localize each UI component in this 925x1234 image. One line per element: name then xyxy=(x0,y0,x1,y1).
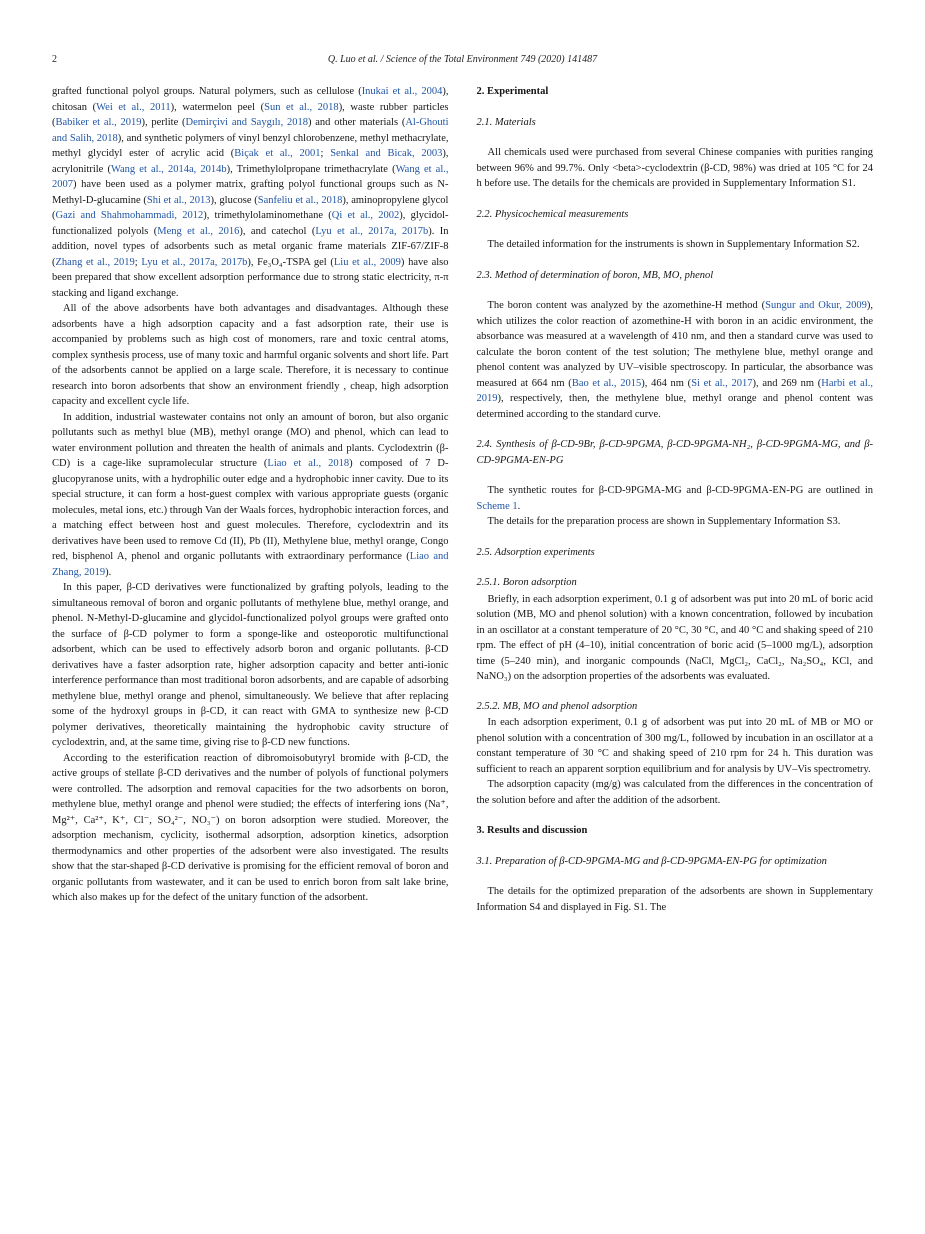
paragraph: The adsorption capacity (mg/g) was calculated from the differences in the concentration of the solution before and after the addition of the adsorbent. xyxy=(476,779,873,806)
citation-link[interactable]: Sungur and Okur, 2009 xyxy=(765,300,867,311)
citation-link[interactable]: Inukai et al., 2004 xyxy=(361,86,443,97)
citation-link[interactable]: Gazi and Shahmohammadi, 2012 xyxy=(55,210,204,221)
citation-link[interactable]: Liao and Zhang, 2019 xyxy=(52,551,449,578)
subsection-heading: 2.3. Method of determination of boron, MB, MO, phenol xyxy=(476,269,714,281)
citation-link[interactable]: Si et al., 2017 xyxy=(691,377,753,389)
running-head xyxy=(52,54,873,68)
citation-link[interactable]: Senkal and Bicak, 2003 xyxy=(330,148,443,159)
citation-link[interactable]: Shi et al., 2013 xyxy=(146,194,211,206)
citation-link[interactable]: Zhang et al., 2019 xyxy=(55,256,135,268)
citation-link[interactable]: Sanfeliu et al., 2018 xyxy=(257,194,343,206)
paragraph: grafted functional polyol groups. Natural polymers, such as cellulose (Inukai et al., 2004), chitosan (Wei et al., 2011), watermelon peel (Sun et al., 2018), waste rubber particles (Babiker et al., 2019), perlite (Demirçivi and Saygılı, 2018) and other materials (Al-Ghouti and Salih, 2018), and synthetic polymers of vinyl benzyl chlorobenzene, methyl methacrylate, methyl glycidyl ester of acrylic acid (Biçak et al., 2001; Senkal and Bicak, 2003), acrylonitrile (Wang et al., 2014a, 2014b), Trimethylolpropane trimethacrylate (Wang et al., 2007) have been used as a polymer matrix, grafting polyol functional groups such as N-Methyl-D-glucamine (Shi et al., 2013), glucose (Sanfeliu et al., 2018), aminopropylene glycol (Gazi and Shahmohammadi, 2012), trimethylolaminomethane (Qi et al., 2002), glycidol-functionalized polyols (Meng et al., 2016), and catechol (Lyu et al., 2017a, 2017b). In addition, novel types of adsorbents such as metal organic frame materials ZIF-67/ZIF-8 (Zhang et al., 2019; Lyu et al., 2017a, 2017b), Fe₃O₄-TSPA gel (Liu et al., 2009) have also been prepared that show excellent adsorption performance due to strong static electricity, π-π stacking and ligand exchange. xyxy=(52,86,449,299)
citation-link[interactable]: Lyu et al., 2017a, 2017b xyxy=(315,225,429,237)
paragraph: All of the above adsorbents have both advantages and disadvantages. Although these adsorbents have a high adsorption capacity and a fast adsorption rate, their use is accompanied by problems such as high cost of monomers, rare and toxic central atoms, complex synthesis process, use of many toxic and harmful organic solvents and short life. Part of the adsorbents cannot be applied on a large scale. Therefore, it is necessary to continue research into boron adsorbents that show an environment friendly , cheap, high adsorption capacity and excellent cycle life. xyxy=(52,303,449,407)
citation-link[interactable]: Meng et al., 2016 xyxy=(157,225,240,237)
paragraph: The detailed information for the instruments is shown in Supplementary Information S2. xyxy=(487,239,860,250)
scheme-link[interactable]: Scheme 1 xyxy=(476,500,518,512)
section-heading: 2. Experimental xyxy=(476,86,549,97)
citation-link[interactable]: Liao et al., 2018 xyxy=(267,458,350,469)
citation-link[interactable]: Wang et al., 2007 xyxy=(52,163,449,190)
paragraph: In each adsorption experiment, 0.1 g of adsorbent was put into 20 mL of MB or MO or phenol solution with a concentration of 300 mg/L, followed by incubation in an oscillator at a constant temperature of 30 °C and shaking speed of 210 rpm for 24 h. This duration was sufficient to reach an apparent sorption equilibrium and for analysis by UV–Vis spectrometry. xyxy=(476,717,873,775)
paragraph: According to the esterification reaction of dibromoisobutyryl bromide with β-CD, the active groups of stellate β-CD derivatives and the number of polyols of functional polymers were controlled. The adsorption and removal capacities for the two adsorbents on boron, methylene blue, methyl orange and phenol were studied; the effects of interfering ions (Na⁺, Mg²⁺, Ca²⁺, K⁺, Cl⁻, SO₄²⁻, NO₃⁻) on boron adsorption were studied. Moreover, the adsorption mechanism, cyclicity, isothermal adsorption, adsorption kinetics, adsorption thermodynamics and other properties of the adsorbent were also investigated. The results show that the star-shaped β-CD derivative is promising for the efficient removal of boron and organic pollutants from wastewater, and it can be used to enrich boron from salt lake brine, which also makes up for the defect of the unitary function of the adsorbent. xyxy=(52,752,449,903)
citation-link[interactable]: Babiker et al., 2019 xyxy=(55,117,142,128)
paragraph: Briefly, in each adsorption experiment, 0.1 g of adsorbent was put into 20 mL of boric acid solution (MB, MO and phenol solution) with a known concentration, followed by incubation in an oscillator at a constant temperature of 20 °C, 30 °C, and 40 °C and shaking speed of 210 rpm. The effect of pH (4–10), initial concentration of boric acid (5–1000 mg/L), adsorption time (5–240 min), and inorganic compounds (NaCl, MgCl₂, CaCl₂, Na₂SO₄, KCl, and NaNO₃) on the adsorption properties of the adsorbents was evaluated. xyxy=(476,593,873,682)
paragraph: All chemicals used were purchased from several Chinese companies with purities ranging between 96% and 99.7%. Only <beta>-cyclodextrin (β-CD, 98%) was dried at 105 °C for 24 h before use. The details for the chemicals are provided in Supplementary Information S1. xyxy=(476,147,873,189)
subsubsection-heading: 2.5.1. Boron adsorption xyxy=(476,577,577,588)
subsubsection-heading: 2.5.2. MB, MO and phenol adsorption xyxy=(476,700,638,712)
citation-link[interactable]: Bao et al., 2015 xyxy=(571,377,642,389)
paragraph: The details for the preparation process are shown in Supplementary Information S3. xyxy=(487,516,841,527)
citation-link[interactable]: Demirçivi and Saygılı, 2018 xyxy=(185,117,308,128)
subsection-heading: 2.4. Synthesis of β-CD-9Br, β-CD-9PGMA, β-CD-9PGMA-NH₂, β-CD-9PGMA-MG, and β-CD-9PGMA-EN-PG xyxy=(476,439,873,466)
paragraph: The boron content was analyzed by the azomethine-H method (Sungur and Okur, 2009), which utilizes the color reaction of azomethine-H with boron in an acidic environment, the absorbance was measured at a wavelength of 410 nm, and then a standard curve was used to calculate the boron content of the test solution; The methylene blue, methyl orange and phenol content was analyzed by UV–visible spectroscopy. In particular, the absorbance was measured at 664 nm (Bao et al., 2015), 464 nm (Si et al., 2017), and 269 nm (Harbi et al., 2019), respectively, then, the methylene blue, methyl orange and phenol content was determined according to the standard curve. xyxy=(476,300,873,420)
two-column-body xyxy=(52,84,873,915)
citation-link[interactable]: Lyu et al., 2017a, 2017b xyxy=(141,256,248,268)
right-column xyxy=(477,84,874,915)
citation-link[interactable]: Wang et al., 2014a, 2014b xyxy=(110,163,227,175)
subsection-heading: 3.1. Preparation of β-CD-9PGMA-MG and β-CD-9PGMA-EN-PG for optimization xyxy=(476,855,827,867)
citation-link[interactable]: Sun et al., 2018 xyxy=(264,101,339,113)
page-number: 2 xyxy=(52,54,57,65)
paragraph: The synthetic routes for β-CD-9PGMA-MG and β-CD-9PGMA-EN-PG are outlined in Scheme 1. xyxy=(476,485,873,512)
citation-link[interactable]: Qi et al., 2002 xyxy=(331,210,400,221)
citation-link[interactable]: Harbi et al., 2019 xyxy=(476,377,873,404)
citation-link[interactable]: Biçak et al., 2001 xyxy=(234,148,321,159)
paragraph: In addition, industrial wastewater contains not only an amount of boron, but also organic pollutants such as methyl blue (MB), methyl orange (MO) and phenol, which can lead to water environment pollution and threaten the health of animals and plants. Cyclodextrin (β-CD) is a cage-like supramolecular structure (Liao et al., 2018) composed of 7 D-glucopyranose units, with a hydrophilic outer edge and a hydrophobic inner cavity. Due to its special structure, it can form a host-guest complex with various appropriate guests (organic molecules, metal ions, etc.) through Van der Waals forces, hydrophobic interaction forces, and a matching effect between host and guest molecules. Therefore, cyclodextrin and its derivatives have been used to remove Cd (II), Pb (II), Methylene blue, methyl orange, Congo red, bisphenol A, phenol and organic pollutants with extraordinary performance (Liao and Zhang, 2019). xyxy=(52,411,449,578)
running-title: Q. Luo et al. / Science of the Total Environment 749 (2020) 141487 xyxy=(327,54,598,65)
subsection-heading: 2.5. Adsorption experiments xyxy=(476,546,595,558)
section-heading: 3. Results and discussion xyxy=(476,825,588,836)
left-column xyxy=(52,84,449,915)
citation-link[interactable]: Al-Ghouti and Salih, 2018 xyxy=(52,117,449,144)
subsection-heading: 2.1. Materials xyxy=(476,116,536,128)
paragraph: In this paper, β-CD derivatives were functionalized by grafting polyols, leading to the simultaneous removal of boron and organic pollutants of methylene blue, methyl orange, and phenol. N-Methyl-D-glucamine and glycidol-functionalized polyol groups were grafted onto the surface of β-CD polymer to form a sponge-like and osteoporotic multifunctional adsorbent, which can be used to effectively adsorb boron and organic pollutants. β-CD derivatives have a faster adsorption rate, higher adsorption capacity and better anti-ionic interference performance than most traditional boron adsorbents, and are capable of adsorbing methylene blue, methyl orange and phenol, simultaneously. We believe that after replacing some of the hydroxyl groups in β-CD, it can react with GMA to synthesize new β-CD polymer derivatives, theoretically maintaining the hydrophobic cavity structure of cyclodextrin, and, at the same time, giving rise to β-CD new functions. xyxy=(52,582,449,748)
citation-link[interactable]: Liu et al., 2009 xyxy=(333,256,401,268)
citation-link[interactable]: Wei et al., 2011 xyxy=(96,101,171,113)
paragraph: The details for the optimized preparation of the adsorbents are shown in Supplementary Information S4 and displayed in Fig. S1. The xyxy=(476,886,873,913)
subsection-heading: 2.2. Physicochemical measurements xyxy=(476,208,629,220)
